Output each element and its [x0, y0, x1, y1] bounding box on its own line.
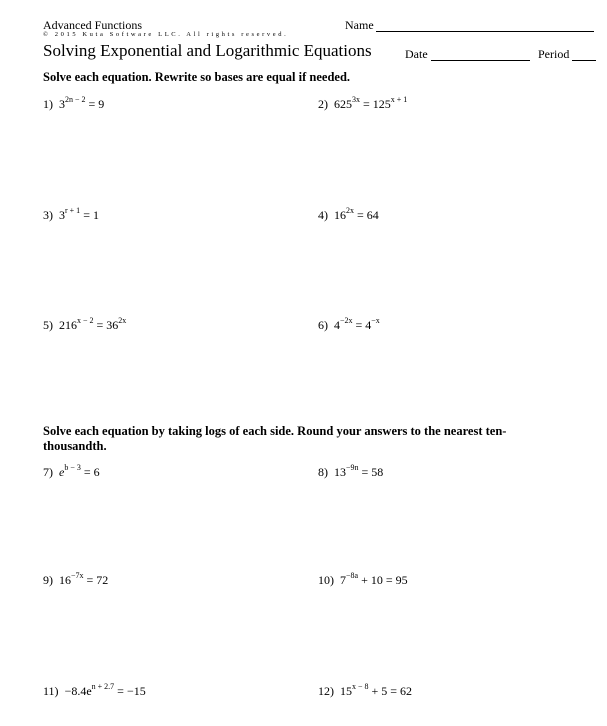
problem-5 — [43, 318, 126, 333]
base: 4 — [334, 318, 340, 332]
problem-8 — [318, 465, 383, 480]
name-blank[interactable] — [376, 31, 594, 32]
problem-number: 1) — [43, 97, 53, 111]
exponent: −8a — [346, 571, 359, 580]
rhs-exponent: x + 1 — [390, 95, 408, 104]
base: −8.4e — [64, 684, 92, 698]
problem-11 — [43, 684, 146, 699]
base: 13 — [334, 465, 346, 479]
base: 3 — [59, 208, 65, 222]
section-2-instruction: Solve each equation by taking logs of each side. Round your answers to the nearest ten-thousandth. — [43, 424, 507, 453]
exponent: n + 2.7 — [91, 682, 115, 691]
problem-number: 3) — [43, 208, 53, 222]
exponent: −7x — [71, 571, 84, 580]
rhs-exponent: 2x — [118, 316, 127, 325]
rhs-base: = 36 — [93, 318, 119, 332]
rhs: = 1 — [80, 208, 99, 222]
problem-number: 8) — [318, 465, 328, 479]
date-blank[interactable] — [431, 60, 530, 61]
problem-number: 9) — [43, 573, 53, 587]
rhs-base: = 125 — [360, 97, 391, 111]
problem-4 — [318, 208, 379, 223]
rhs: = 9 — [85, 97, 105, 111]
base: 625 — [334, 97, 352, 111]
base: 15 — [340, 684, 352, 698]
rhs: + 10 = 95 — [358, 573, 408, 587]
base: e — [59, 465, 65, 479]
exponent: 2n − 2 — [65, 95, 86, 104]
base: 216 — [59, 318, 77, 332]
period-label: Period — [538, 47, 570, 61]
rhs: = 6 — [80, 465, 100, 479]
course-title: Advanced Functions — [43, 18, 142, 32]
exponent: b − 3 — [64, 463, 81, 472]
rhs-base: = 4 — [352, 318, 372, 332]
problem-number: 7) — [43, 465, 53, 479]
rhs-exponent: −x — [371, 316, 380, 325]
problem-2 — [318, 97, 407, 112]
section-1-instruction: Solve each equation. Rewrite so bases are equal if needed. — [43, 70, 351, 84]
problem-9 — [43, 573, 108, 588]
problem-number: 5) — [43, 318, 53, 332]
name-label: Name — [345, 18, 374, 32]
exponent: 2x — [346, 206, 354, 215]
rhs: = −15 — [114, 684, 146, 698]
exponent: x − 2 — [77, 316, 94, 325]
problem-6 — [318, 318, 380, 333]
problem-number: 2) — [318, 97, 328, 111]
problem-number: 11) — [43, 684, 59, 698]
exponent: −2x — [340, 316, 353, 325]
rhs: = 64 — [354, 208, 379, 222]
problem-7 — [43, 465, 100, 480]
problem-number: 10) — [318, 573, 334, 587]
period-blank[interactable] — [572, 60, 596, 61]
problem-number: 12) — [318, 684, 334, 698]
worksheet-title: Solving Exponential and Logarithmic Equations — [43, 41, 372, 60]
problem-1 — [43, 97, 104, 112]
rhs: + 5 = 62 — [368, 684, 413, 698]
problem-number: 4) — [318, 208, 328, 222]
rhs: = 72 — [83, 573, 109, 587]
exponent: −9n — [346, 463, 359, 472]
copyright-notice: © 2015 Kuta Software LLC. All rights reserved. — [43, 31, 289, 38]
exponent: r + 1 — [65, 206, 81, 215]
date-label: Date — [405, 47, 428, 61]
base: 16 — [59, 573, 71, 587]
exponent: x − 8 — [352, 682, 369, 691]
problem-12 — [318, 684, 412, 699]
base: 3 — [59, 97, 65, 111]
exponent: 3x — [352, 95, 360, 104]
base: 16 — [334, 208, 346, 222]
problem-number: 6) — [318, 318, 328, 332]
rhs: = 58 — [358, 465, 384, 479]
base: 7 — [340, 573, 346, 587]
problem-3 — [43, 208, 99, 223]
problem-10 — [318, 573, 408, 588]
